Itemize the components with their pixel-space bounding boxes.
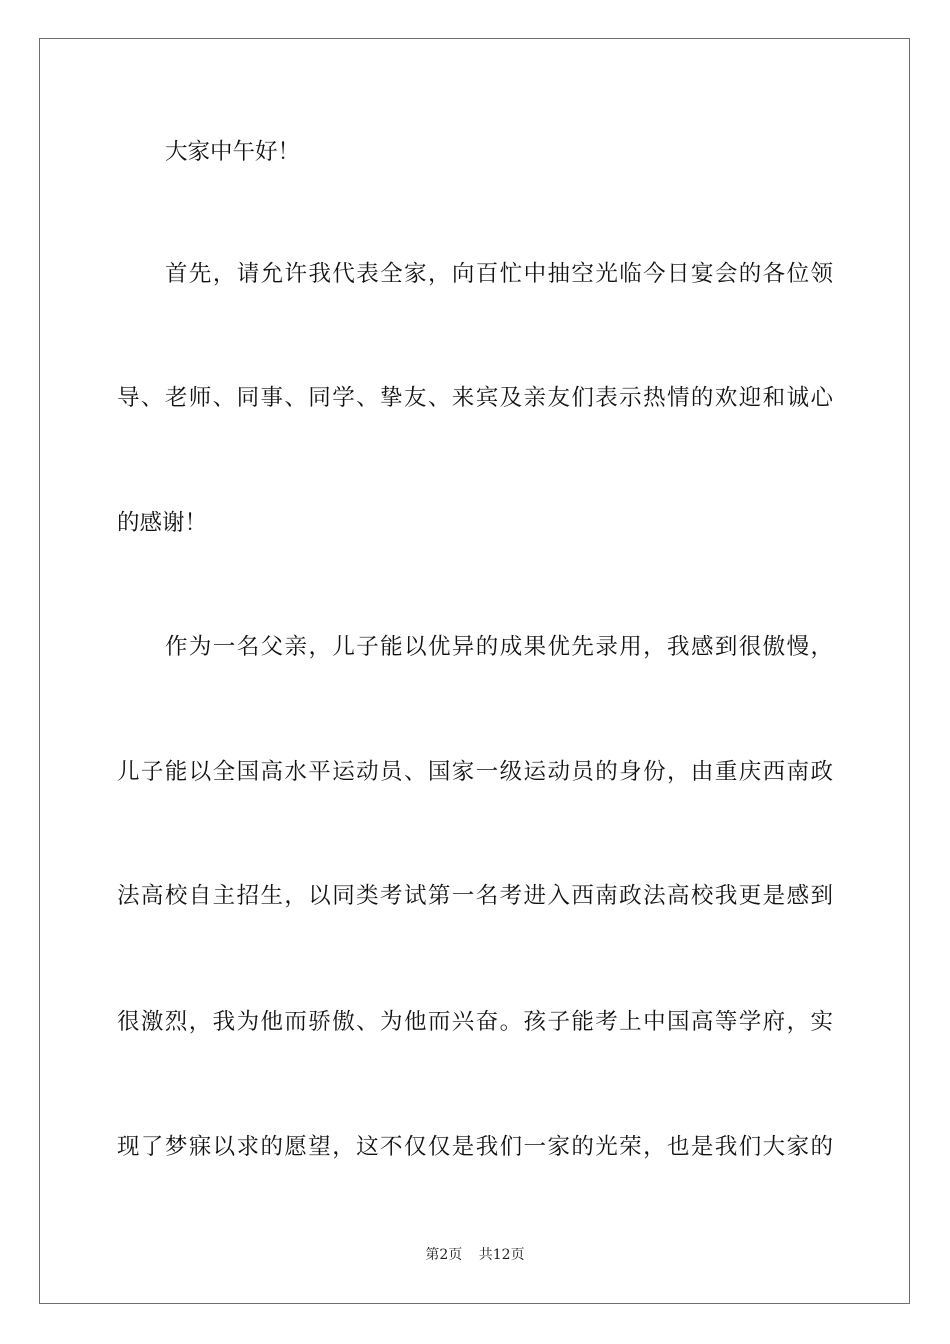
paragraph-line: 导、老师、同事、同学、挚友、来宾及亲友们表示热情的欢迎和诚心 (117, 385, 833, 411)
paragraph-line: 作为一名父亲，儿子能以优异的成果优先录用，我感到很傲慢， (165, 634, 833, 660)
greeting-line: 大家中午好！ (165, 139, 301, 165)
paragraph-line: 法高校自主招生，以同类考试第一名考进入西南政法高校我更是感到 (117, 883, 833, 909)
paragraph-line: 首先，请允许我代表全家，向百忙中抽空光临今日宴会的各位领 (165, 261, 833, 287)
page-number: 第2页 (425, 1247, 463, 1263)
page-total: 共12页 (478, 1247, 525, 1263)
paragraph-line: 现了梦寐以求的愿望，这不仅仅是我们一家的光荣，也是我们大家的 (117, 1134, 833, 1160)
page-frame (39, 38, 910, 1304)
paragraph-line: 的感谢！ (117, 510, 208, 536)
page-footer (0, 1245, 950, 1265)
paragraph-line: 儿子能以全国高水平运动员、国家一级运动员的身份，由重庆西南政 (117, 759, 833, 785)
paragraph-line: 很激烈，我为他而骄傲、为他而兴奋。孩子能考上中国高等学府，实 (117, 1009, 833, 1035)
